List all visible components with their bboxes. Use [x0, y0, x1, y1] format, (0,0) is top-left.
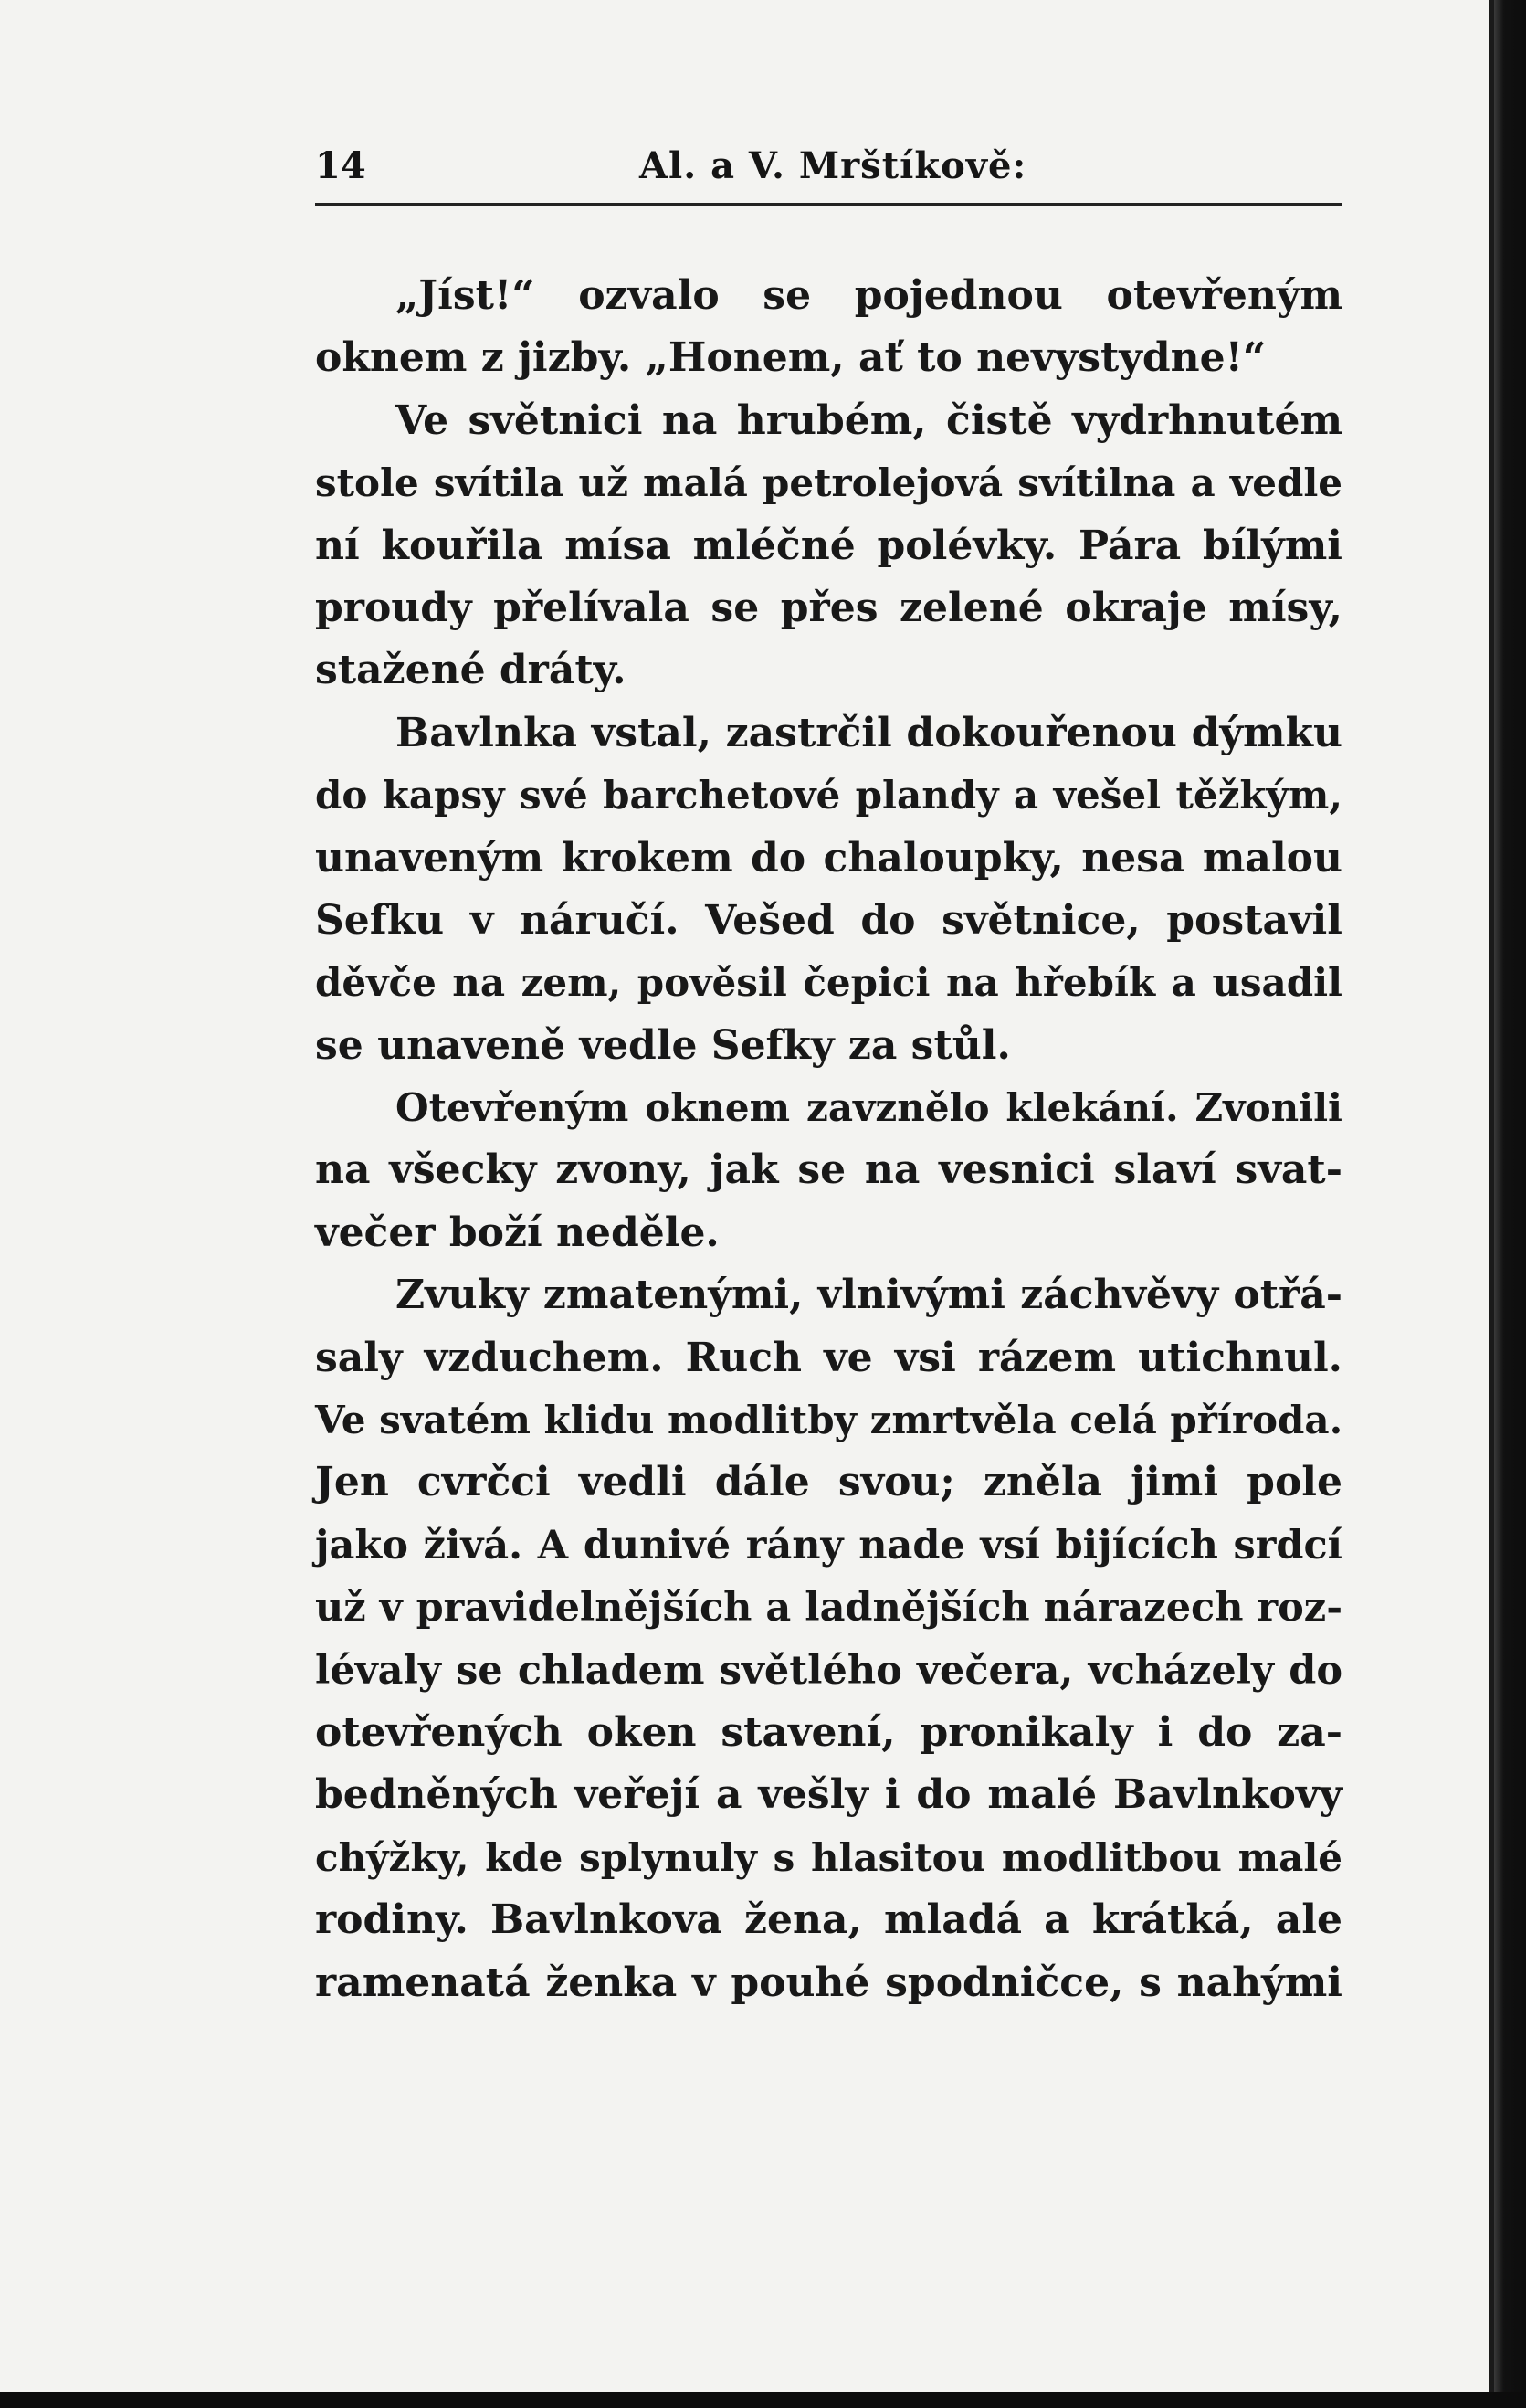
text-line: oknem z jizby. „Honem, ať to nevystydne!“ — [315, 334, 1267, 382]
text-line: ní kouřila mísa mléčné polévky. Pára bílými — [315, 522, 1342, 569]
running-head: Al. a V. Mrštíkově: — [639, 144, 1027, 187]
text-line: ramenatá ženka v pouhé spodničce, s nahými — [315, 1959, 1342, 2006]
text-line: Bavlnka vstal, zastrčil dokouřenou dýmku — [395, 709, 1342, 756]
text-line: bedněných veřejí a vešly i do malé Bavlnkovy — [315, 1771, 1342, 1819]
text-line: už v pravidelnějších a ladnějších nárazech roz- — [315, 1585, 1343, 1632]
text-line: stole svítila už malá petrolejová svítilna a vedle — [315, 460, 1342, 506]
text-line: Otevřeným oknem zavznělo klekání. Zvonili — [395, 1085, 1342, 1131]
text-line: děvče na zem, pověsil čepici na hřebík a usadil — [315, 960, 1342, 1006]
text-line: stažené dráty. — [315, 647, 626, 694]
text-line: Ve svatém klidu modlitby zmrtvěla celá příroda. — [315, 1398, 1343, 1443]
text-line: večer boží neděle. — [315, 1209, 720, 1256]
text-line: Sefku v náručí. Vešed do světnice, postavil — [315, 896, 1342, 944]
text-line: na všecky zvony, jak se na vesnici slaví svat- — [315, 1146, 1342, 1194]
text-line: „Jíst!“ ozvalo se pojednou otevřeným — [395, 272, 1342, 319]
text-line: do kapsy své barchetové plandy a vešel těžkým, — [315, 773, 1342, 819]
body-text — [315, 265, 1342, 2014]
text-line: se unaveně vedle Sefky za stůl. — [315, 1021, 1011, 1069]
text-line: Ve světnici na hrubém, čistě vydrhnutém — [395, 396, 1342, 444]
text-line: rodiny. Bavlnkova žena, mladá a krátká, ale — [315, 1896, 1342, 1944]
text-line: Jen cvrčci vedli dále svou; zněla jimi pole — [315, 1459, 1342, 1506]
text-line: proudy přelívala se přes zelené okraje mísy, — [315, 584, 1342, 631]
scan-edge-right — [1494, 0, 1526, 2408]
text-line: saly vzduchem. Ruch ve vsi rázem utichnul. — [315, 1334, 1342, 1381]
text-line: chýžky, kde splynuly s hlasitou modlitbou malé — [315, 1834, 1342, 1880]
page-header — [315, 137, 1342, 201]
text-line: unaveným krokem do chaloupky, nesa malou — [315, 834, 1342, 882]
text-line: jako živá. A dunivé rány nade vsí bijících srdcí — [315, 1522, 1342, 1568]
header-rule — [315, 203, 1342, 206]
scan-edge-bottom — [0, 2392, 1526, 2408]
text-line: otevřených oken stavení, pronikaly i do za- — [315, 1708, 1342, 1756]
text-line: lévaly se chladem světlého večera, vcházely do — [315, 1647, 1342, 1694]
text-line: Zvuky zmatenými, vlnivými záchvěvy otřá- — [395, 1272, 1342, 1319]
page-number: 14 — [315, 144, 366, 187]
